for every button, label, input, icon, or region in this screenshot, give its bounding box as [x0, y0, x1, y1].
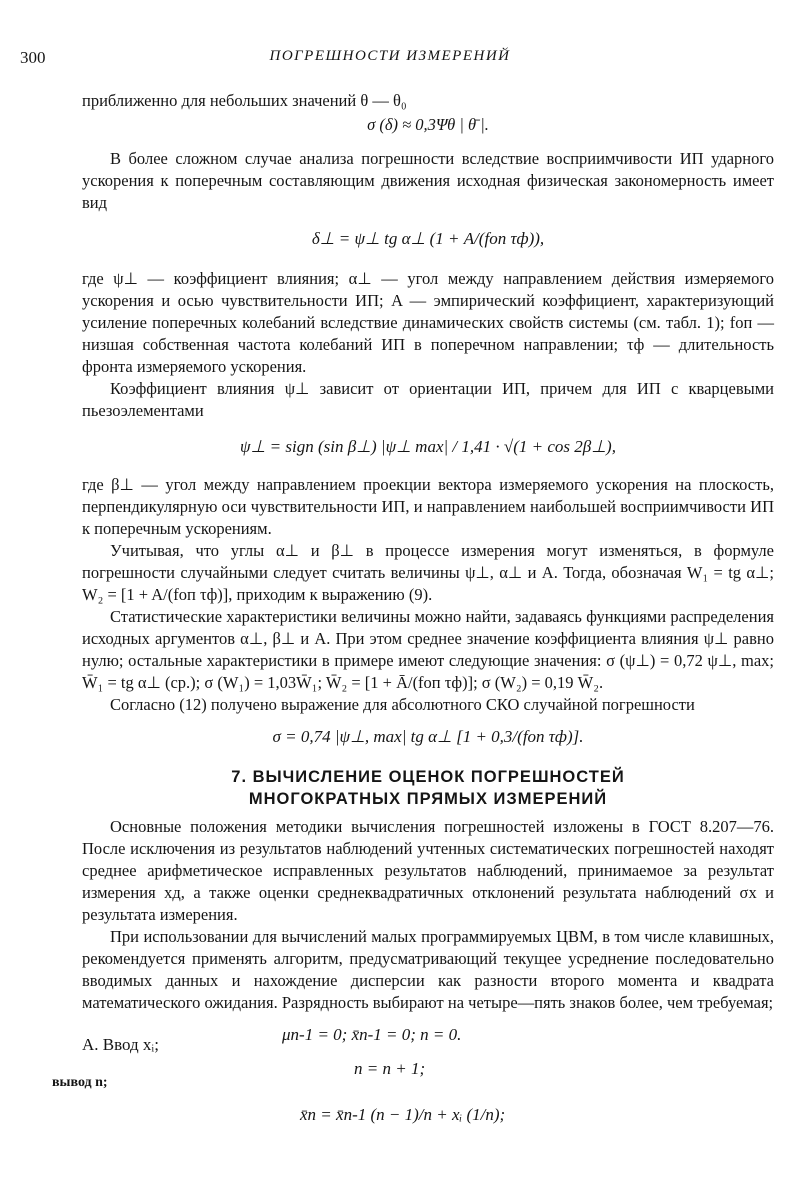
formula: δ⊥ = ψ⊥ tg α⊥ (1 + A/(fоп τф)), — [311, 229, 545, 248]
page-number: 300 — [20, 48, 46, 67]
running-title: ПОГРЕШНОСТИ ИЗМЕРЕНИЙ — [269, 48, 511, 64]
paragraph: где β⊥ — угол между направлением проекции вектора измеряемого ускорения на плоскость, перпендикулярную оси чувствительности ИП, и направлением наибольшей восприимчивости ИП к поперечным ускорениям. — [82, 475, 774, 538]
algorithm-step-label: А. Ввод xᵢ; — [82, 1035, 159, 1054]
algorithm-formula: x̄n = x̄n-1 (n − 1)/n + xᵢ (1/n); — [300, 1105, 506, 1124]
section-heading-line: МНОГОКРАТНЫХ ПРЯМЫХ ИЗМЕРЕНИЙ — [248, 790, 608, 808]
page-header — [20, 48, 760, 70]
paragraph: Учитывая, что углы α⊥ и β⊥ в процессе измерения могут изменяться, в формуле погрешности случайными следует считать величины ψ⊥, α⊥ и A. Тогда, обозначая W₁ = tg α⊥; W₂ = [1 + A/(fоп τф)], приходим к выражению (9). — [82, 541, 774, 604]
formula: σ (δ) ≈ 0,3Ψθ | θ̄ |. — [367, 115, 489, 134]
algorithm-block — [52, 1024, 774, 1154]
paragraph: где ψ⊥ — коэффициент влияния; α⊥ — угол между направлением действия измеряемого ускорения и осью чувствительности ИП; A — эмпирический коэффициент, характеризующий усиление поперечных колебаний вследствие динамических свойств системы (см. табл. 1); fоп — низшая собственная частота колебаний ИП в поперечном направлении; τф — длительность фронта измеряемого ускорения. — [82, 269, 774, 376]
paragraph: Коэффициент влияния ψ⊥ зависит от ориентации ИП, причем для ИП с кварцевыми пьезоэлементами — [82, 379, 774, 420]
paragraph: Статистические характеристики величины можно найти, задаваясь функциями распределения исходных аргументов α⊥, β⊥ и A. При этом среднее значение коэффициента влияния ψ⊥ равно нулю; остальные характеристики в примере имеют следующие значения: σ (ψ⊥) = 0,72 ψ⊥, max; W̄₁ = tg α⊥ (ср.); σ (W₁) = 1,03W̄₁; W̄₂ = [1 + Ā/(fоп τф)]; σ (W₂) = 0,19 W̄₂. — [82, 607, 774, 692]
paragraph: Основные положения методики вычисления погрешностей изложены в ГОСТ 8.207—76. После исключения из результатов наблюдений учтенных систематических погрешностей находят среднее арифметическое исправленных результатов наблюдений, принимаемое за результат измерения xд, а также оценки среднеквадратичных отклонений результата наблюдений σx и результата измерения. — [82, 817, 774, 924]
algorithm-formula: μn-1 = 0; x̄n-1 = 0; n = 0. — [282, 1025, 462, 1044]
algorithm-output-label: вывод n; — [52, 1075, 108, 1090]
section-heading-line: 7. ВЫЧИСЛЕНИЕ ОЦЕНОК ПОГРЕШНОСТЕЙ — [231, 768, 625, 786]
paragraph: В более сложном случае анализа погрешности вследствие восприимчивости ИП ударного ускорения к поперечным составляющим движения исходная физическая закономерность имеет вид — [82, 149, 774, 212]
algorithm-formula: n = n + 1; — [354, 1059, 426, 1078]
formula: ψ⊥ = sign (sin β⊥) |ψ⊥ max| / 1,41 · √(1 + cos 2β⊥), — [240, 437, 616, 456]
paragraph: приближенно для небольших значений θ — θ₀ — [82, 91, 407, 110]
section-heading — [82, 766, 774, 810]
page-body — [52, 90, 774, 1154]
formula: σ = 0,74 |ψ⊥, max| tg α⊥ [1 + 0,3/(fоп τф)]. — [272, 727, 584, 746]
paragraph: Согласно (12) получено выражение для абсолютного СКО случайной погрешности — [110, 695, 695, 714]
paragraph: При использовании для вычислений малых программируемых ЦВМ, в том числе клавишных, рекомендуется применять алгоритм, предусматривающий текущее усреднение последовательно вводимых данных и нахождение дисперсии как разности второго момента и квадрата математического ожидания. Разрядность выбирают на четыре—пять знаков более, чем требуемая; — [82, 927, 774, 1012]
